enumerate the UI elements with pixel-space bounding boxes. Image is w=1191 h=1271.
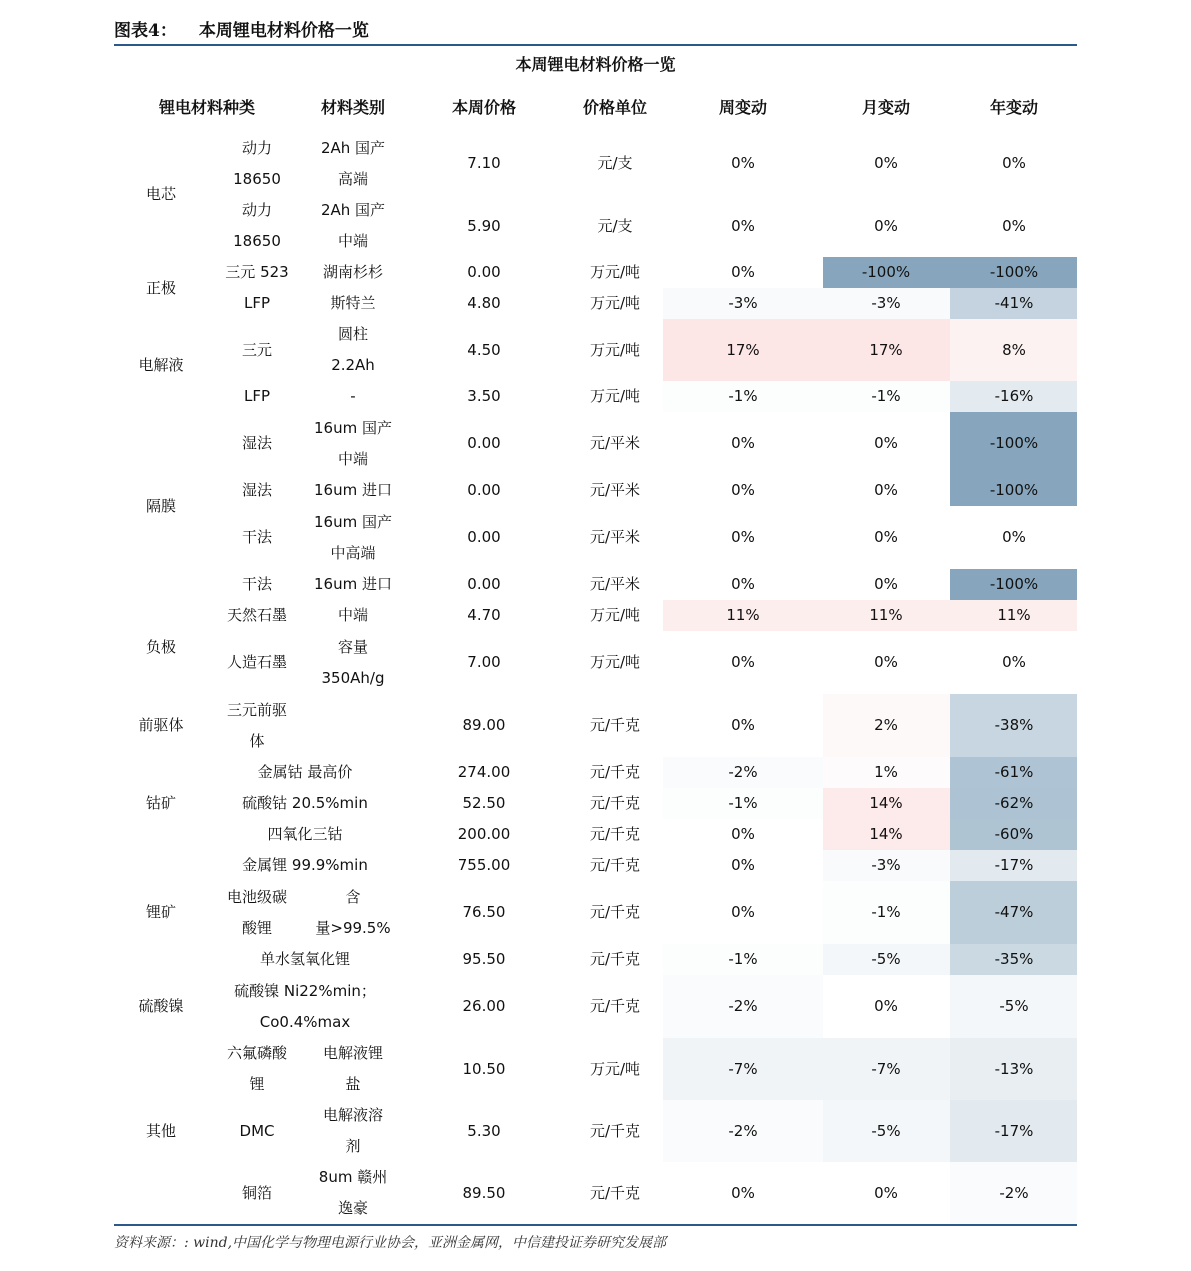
group-label: 电芯 — [145, 185, 176, 203]
weekly-change: 0% — [731, 903, 755, 921]
group-label: 其他 — [145, 1121, 176, 1140]
price-unit: 元/千克 — [589, 794, 641, 812]
group-label: 负极 — [145, 637, 176, 656]
weekly-change: 0% — [731, 216, 755, 235]
price-unit: 万元/吨 — [589, 387, 641, 405]
weekly-change: 11% — [726, 606, 760, 624]
price-value: 89.00 — [462, 716, 506, 734]
material-spec: 电解液锂 盐 — [322, 1044, 383, 1093]
yearly-change: 0% — [1002, 528, 1026, 546]
monthly-change: 0% — [874, 481, 898, 499]
weekly-change: 0% — [731, 716, 755, 734]
weekly-change: -3% — [728, 294, 758, 312]
weekly-change: 0% — [731, 575, 755, 593]
group-label: 硫酸镍 — [138, 997, 184, 1015]
header-monthly-change: 月变动 — [861, 98, 910, 117]
material-type: 四氧化三钴 — [267, 825, 343, 843]
material-spec: 8um 赣州 逸豪 — [318, 1168, 388, 1217]
price-unit: 元/支 — [597, 154, 633, 172]
price-unit: 元/平米 — [589, 528, 641, 546]
monthly-change: 14% — [869, 794, 903, 812]
yearly-change: -100% — [989, 434, 1039, 452]
monthly-change: -100% — [861, 263, 911, 281]
material-type: DMC — [239, 1121, 275, 1140]
figure-title-text: 本周锂电材料价格一览 — [198, 21, 369, 41]
monthly-change: 0% — [874, 528, 898, 546]
weekly-change: -2% — [728, 997, 758, 1015]
material-spec: 16um 国产 中端 — [314, 418, 392, 468]
material-type: 天然石墨 — [226, 606, 287, 624]
monthly-change: -3% — [871, 856, 901, 874]
price-unit: 万元/吨 — [589, 294, 641, 312]
weekly-change: 0% — [731, 481, 755, 499]
monthly-change: 14% — [869, 825, 903, 843]
yearly-change: -35% — [994, 950, 1034, 968]
price-unit: 元/千克 — [589, 716, 641, 734]
price-unit: 元/千克 — [589, 1183, 641, 1202]
top-rule — [114, 44, 1077, 46]
yearly-change: -41% — [994, 294, 1034, 312]
material-type: 六氟磷酸 锂 — [226, 1044, 287, 1093]
weekly-change: 0% — [731, 1183, 755, 1202]
monthly-change: -3% — [871, 294, 901, 312]
price-unit: 元/千克 — [589, 903, 641, 921]
material-spec: 16um 国产 中高端 — [314, 512, 392, 562]
yearly-change: 0% — [1002, 216, 1026, 235]
monthly-change: 11% — [869, 606, 903, 624]
yearly-change: -47% — [994, 903, 1034, 921]
yearly-change: -100% — [989, 263, 1039, 281]
monthly-change: 17% — [869, 340, 903, 359]
weekly-change: 0% — [731, 154, 755, 172]
group-label: 隔膜 — [145, 496, 176, 515]
header-weekly-change: 周变动 — [718, 98, 767, 117]
group-label: 钴矿 — [145, 794, 176, 812]
material-type: 干法 — [241, 528, 272, 546]
material-spec: 16um 进口 — [314, 481, 392, 499]
material-type: 动力 18650 — [233, 201, 281, 250]
material-type: 三元前驱 体 — [226, 700, 287, 750]
price-value: 10.50 — [462, 1059, 506, 1078]
price-unit: 万元/吨 — [589, 340, 641, 359]
material-type: 干法 — [241, 575, 272, 593]
monthly-change: 0% — [874, 997, 898, 1015]
price-unit: 万元/吨 — [589, 1059, 641, 1078]
price-unit: 元/支 — [597, 216, 633, 235]
material-type: 金属钴 最高价 — [257, 763, 353, 781]
price-unit: 元/平米 — [589, 434, 641, 452]
price-unit: 元/千克 — [589, 1121, 641, 1140]
price-value: 89.50 — [462, 1183, 506, 1202]
header-yearly-change: 年变动 — [989, 98, 1038, 117]
group-label: 锂矿 — [145, 903, 176, 921]
price-value: 274.00 — [457, 763, 511, 781]
price-value: 52.50 — [462, 794, 506, 812]
monthly-change: -1% — [871, 387, 901, 405]
price-value: 0.00 — [467, 481, 501, 499]
weekly-change: 0% — [731, 825, 755, 843]
material-spec: 2Ah 国产 高端 — [320, 138, 386, 188]
price-value: 4.80 — [467, 294, 501, 312]
price-unit: 万元/吨 — [589, 263, 641, 281]
yearly-change: -13% — [994, 1059, 1034, 1078]
group-label: 电解液 — [138, 356, 184, 374]
weekly-change: 17% — [726, 340, 760, 359]
weekly-change: -1% — [728, 387, 758, 405]
price-value: 95.50 — [462, 950, 506, 968]
material-spec — [305, 694, 401, 757]
yearly-change: -61% — [994, 763, 1034, 781]
weekly-change: 0% — [731, 434, 755, 452]
price-value: 4.50 — [467, 340, 501, 359]
source-note: 资料来源：: wind,中国化学与物理电源行业协会，亚洲金属网，中信建投证券研究发展部 — [114, 1235, 667, 1251]
price-value: 7.00 — [467, 653, 501, 671]
monthly-change: 0% — [874, 216, 898, 235]
weekly-change: -2% — [728, 763, 758, 781]
price-unit: 元/千克 — [589, 856, 641, 874]
material-spec: 中端 — [337, 606, 368, 624]
monthly-change: 0% — [874, 653, 898, 671]
figure-title — [114, 16, 369, 41]
weekly-change: -2% — [728, 1121, 758, 1140]
material-type: 湿法 — [241, 481, 272, 499]
header-this-week-price: 本周价格 — [451, 98, 516, 117]
header-material-category: 材料类别 — [320, 98, 385, 117]
price-value: 5.30 — [467, 1121, 501, 1140]
yearly-change: -16% — [994, 387, 1034, 405]
monthly-change: 1% — [874, 763, 898, 781]
price-unit: 万元/吨 — [589, 606, 641, 624]
yearly-change: -17% — [994, 856, 1034, 874]
table-title: 本周锂电材料价格一览 — [515, 55, 676, 74]
price-value: 26.00 — [462, 997, 506, 1015]
monthly-change: 0% — [874, 154, 898, 172]
material-type: 金属锂 99.9%min — [242, 856, 368, 874]
yearly-change: -100% — [989, 481, 1039, 499]
weekly-change: -7% — [728, 1059, 758, 1078]
monthly-change: -5% — [871, 950, 901, 968]
material-type: 湿法 — [241, 434, 272, 452]
price-value: 0.00 — [467, 528, 501, 546]
monthly-change: -7% — [871, 1059, 901, 1078]
material-type: 单水氢氧化锂 — [259, 950, 350, 968]
material-type: 硫酸钴 20.5%min — [242, 794, 368, 812]
monthly-change: -1% — [871, 903, 901, 921]
material-type: 铜箔 — [241, 1183, 272, 1202]
material-spec: - — [350, 387, 356, 405]
price-unit: 元/千克 — [589, 997, 641, 1015]
group-label: 前驱体 — [138, 716, 184, 734]
yearly-change: 11% — [997, 606, 1031, 624]
material-type: 电池级碳 酸锂 — [226, 887, 287, 937]
material-type: LFP — [243, 387, 271, 405]
price-value: 755.00 — [457, 856, 511, 874]
material-spec: 容量 350Ah/g — [321, 637, 385, 687]
price-value: 200.00 — [457, 825, 511, 843]
material-type: 三元 523 — [225, 263, 289, 281]
monthly-change: 0% — [874, 434, 898, 452]
yearly-change: -2% — [999, 1183, 1029, 1202]
monthly-change: 0% — [874, 575, 898, 593]
price-unit: 元/平米 — [589, 481, 641, 499]
price-value: 0.00 — [467, 263, 501, 281]
weekly-change: -1% — [728, 950, 758, 968]
yearly-change: -38% — [994, 716, 1034, 734]
weekly-change: 0% — [731, 653, 755, 671]
figure-label: 图表4： — [114, 21, 177, 41]
material-spec: 2Ah 国产 中端 — [320, 201, 386, 250]
weekly-change: 0% — [731, 263, 755, 281]
material-spec: 斯特兰 — [330, 294, 376, 312]
price-unit: 万元/吨 — [589, 653, 641, 671]
price-unit: 元/平米 — [589, 575, 641, 593]
material-type: LFP — [243, 294, 271, 312]
price-value: 3.50 — [467, 387, 501, 405]
material-spec: 电解液溶 剂 — [322, 1106, 383, 1155]
material-type: 硫酸镍 Ni22%min； Co0.4%max — [234, 981, 376, 1031]
price-value: 0.00 — [467, 575, 501, 593]
material-type: 三元 — [241, 340, 272, 359]
price-unit: 元/千克 — [589, 763, 641, 781]
material-spec: 16um 进口 — [314, 575, 392, 593]
yearly-change: -17% — [994, 1121, 1034, 1140]
yearly-change: 8% — [1002, 340, 1026, 359]
price-unit: 元/千克 — [589, 825, 641, 843]
yearly-change: -100% — [989, 575, 1039, 593]
monthly-change: -5% — [871, 1121, 901, 1140]
weekly-change: 0% — [731, 856, 755, 874]
material-spec: 圆柱 2.2Ah — [331, 325, 375, 374]
yearly-change: -60% — [994, 825, 1034, 843]
yearly-change: -62% — [994, 794, 1034, 812]
price-value: 7.10 — [467, 154, 501, 172]
price-unit: 元/千克 — [589, 950, 641, 968]
group-label: 正极 — [145, 278, 176, 297]
yearly-change: 0% — [1002, 154, 1026, 172]
material-type: 人造石墨 — [226, 653, 287, 671]
price-value: 5.90 — [467, 216, 501, 235]
header-material-kind: 锂电材料种类 — [158, 98, 255, 117]
monthly-change: 2% — [874, 716, 898, 734]
price-value: 76.50 — [462, 903, 506, 921]
weekly-change: -1% — [728, 794, 758, 812]
price-value: 0.00 — [467, 434, 501, 452]
weekly-change: 0% — [731, 528, 755, 546]
material-spec: 含 量>99.5% — [315, 887, 391, 937]
material-type: 动力 18650 — [233, 138, 281, 188]
material-spec: 湖南杉杉 — [322, 263, 383, 281]
monthly-change: 0% — [874, 1183, 898, 1202]
yearly-change: -5% — [999, 997, 1029, 1015]
price-value: 4.70 — [467, 606, 501, 624]
header-price-unit: 价格单位 — [582, 98, 647, 117]
bottom-rule — [114, 1224, 1077, 1226]
yearly-change: 0% — [1002, 653, 1026, 671]
